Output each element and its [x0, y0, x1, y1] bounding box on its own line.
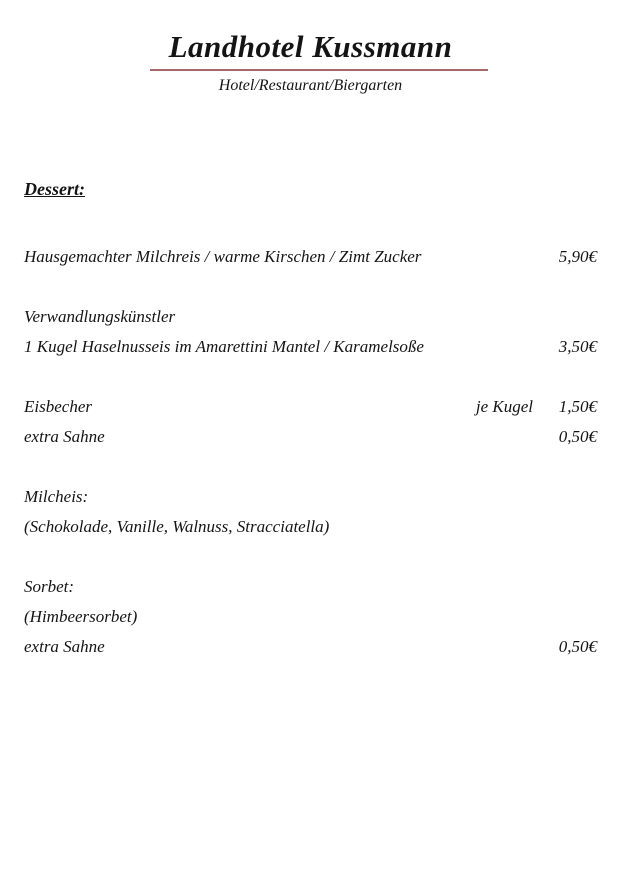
menu-group — [24, 242, 597, 272]
menu-group — [24, 572, 597, 662]
item-price: 0,50€ — [558, 426, 597, 446]
item-price: 1,50€ — [558, 396, 597, 416]
item-price: 3,50€ — [558, 336, 597, 356]
menu-item-row — [24, 572, 597, 602]
menu-item-row — [24, 392, 597, 422]
item-text: extra Sahne — [24, 426, 105, 446]
menu-item-row — [24, 632, 597, 662]
item-text: (Schokolade, Vanille, Walnuss, Stracciatella) — [24, 516, 330, 536]
unit-label: je Kugel — [475, 396, 533, 416]
item-text: Verwandlungskünstler — [24, 306, 176, 326]
title-divider — [150, 69, 488, 71]
item-text: Eisbecher — [24, 396, 92, 416]
menu-item-row — [24, 302, 597, 332]
page-title: Landhotel Kussmann — [168, 29, 453, 64]
menu-group — [24, 392, 597, 452]
menu-item-row — [24, 482, 597, 512]
menu-item-row — [24, 512, 597, 542]
item-price: 0,50€ — [558, 636, 597, 656]
menu-item-row — [24, 422, 597, 452]
menu-item-row — [24, 242, 597, 272]
item-text: Hausgemachter Milchreis / warme Kirschen / Zimt Zucker — [24, 246, 422, 266]
menu-list — [24, 242, 597, 662]
item-text: (Himbeersorbet) — [24, 606, 138, 626]
menu-header — [24, 28, 597, 96]
section-heading-dessert: Dessert: — [24, 178, 85, 199]
menu-item-row — [24, 602, 597, 632]
menu-item-row — [24, 332, 597, 362]
item-text: Milcheis: — [24, 486, 89, 506]
item-price: 5,90€ — [558, 246, 597, 266]
item-text: Sorbet: — [24, 576, 75, 596]
page-subtitle: Hotel/Restaurant/Biergarten — [218, 76, 403, 94]
menu-group — [24, 482, 597, 542]
menu-group — [24, 302, 597, 362]
item-text: extra Sahne — [24, 636, 105, 656]
item-text: 1 Kugel Haselnusseis im Amarettini Mantel / Karamelsoße — [24, 336, 424, 356]
